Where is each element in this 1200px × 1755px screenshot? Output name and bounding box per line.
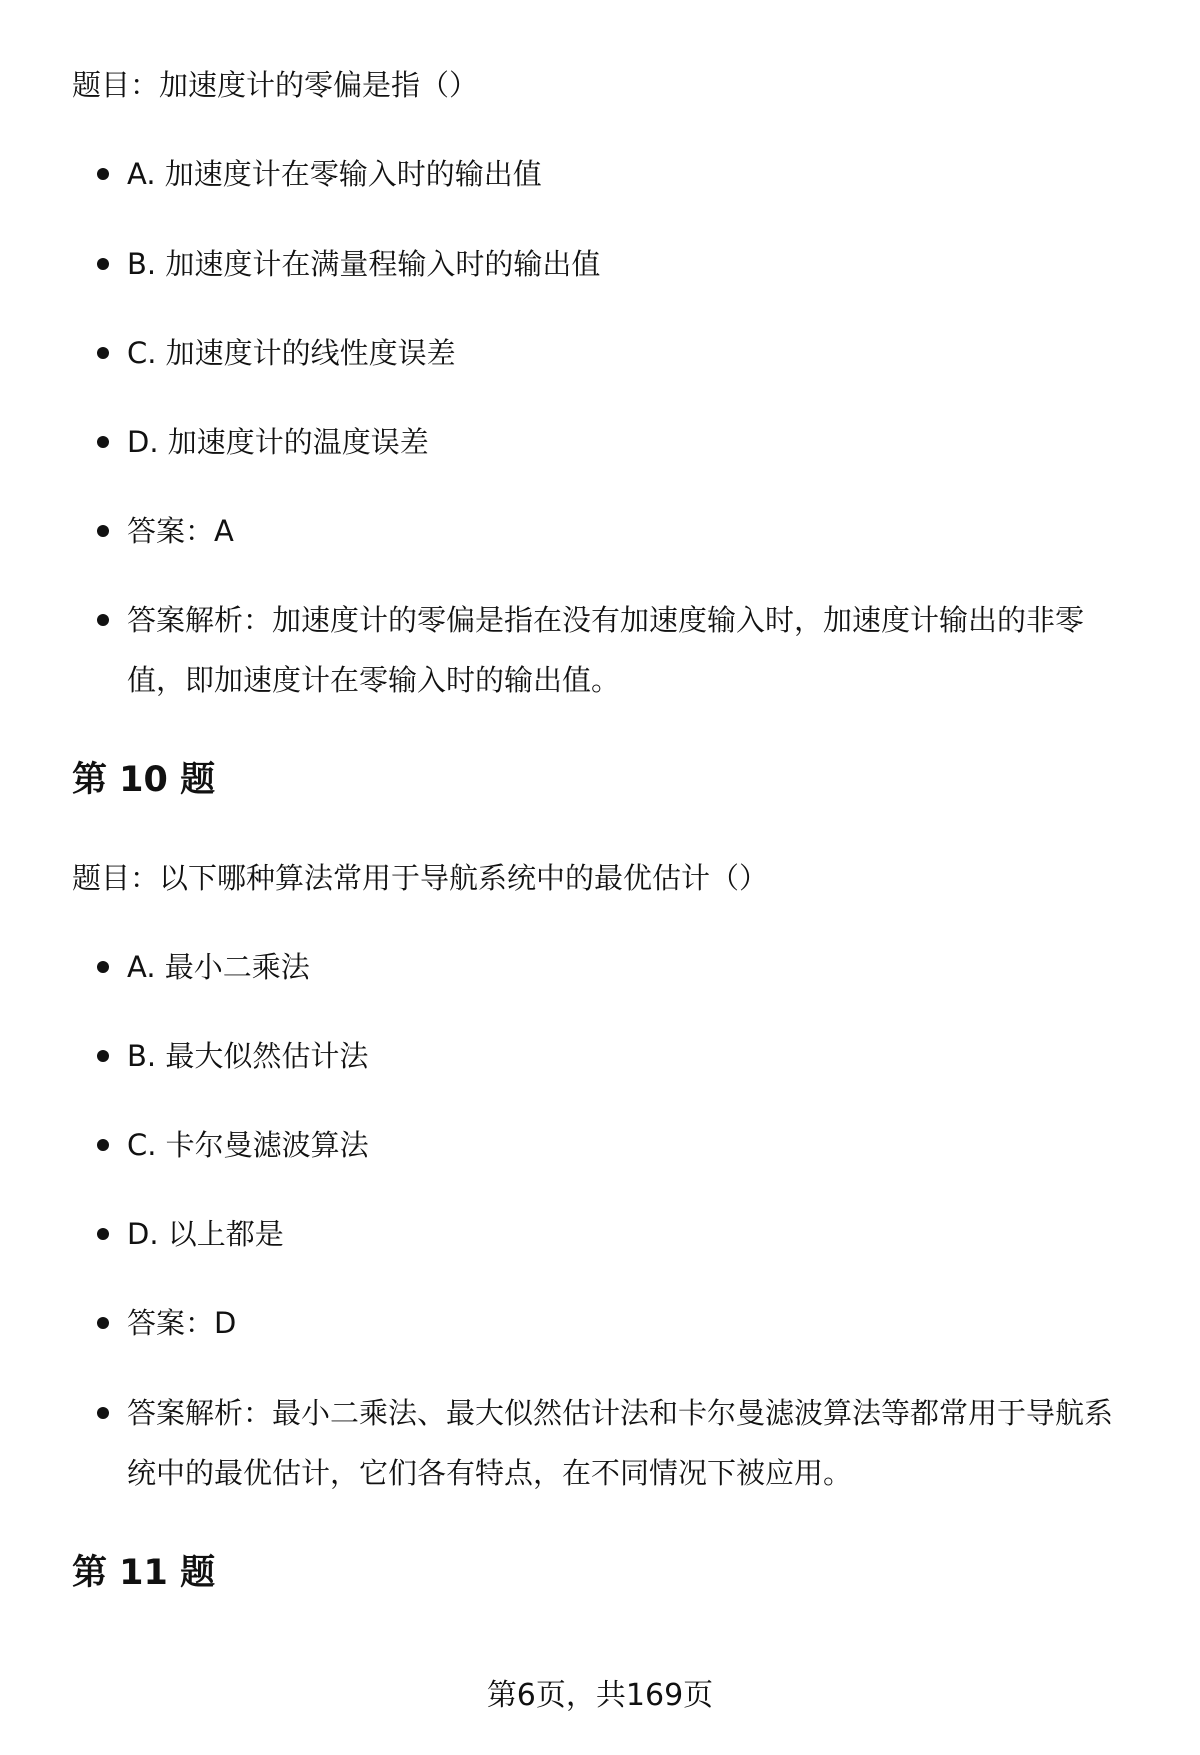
page-footer: 第6页，共169页 <box>486 1678 714 1713</box>
bullet-icon <box>97 1407 109 1419</box>
option-a <box>127 144 1137 204</box>
question-heading: 第 10 题 <box>72 760 216 800</box>
answer-item <box>127 1293 1137 1353</box>
option-label: D. 以上都是 <box>127 1217 284 1251</box>
option-label: B. 最大似然估计法 <box>127 1039 369 1073</box>
option-label: D. 加速度计的温度误差 <box>127 425 429 459</box>
option-label: C. 卡尔曼滤波算法 <box>127 1128 369 1162</box>
option-label: B. 加速度计在满量程输入时的输出值 <box>127 247 601 281</box>
bullet-icon <box>97 614 109 626</box>
option-b <box>127 234 1137 294</box>
explanation-text: 答案解析：最小二乘法、最大似然估计法和卡尔曼滤波算法等都常用于导航系统中的最优估计，它们各有特点，在不同情况下被应用。 <box>127 1396 1114 1490</box>
bullet-icon <box>97 1139 109 1151</box>
bullet-icon <box>97 436 109 448</box>
explanation-text: 答案解析：加速度计的零偏是指在没有加速度输入时，加速度计输出的非零值，即加速度计在零输入时的输出值。 <box>127 603 1085 697</box>
option-label: C. 加速度计的线性度误差 <box>127 336 456 370</box>
explanation-item <box>127 590 1137 710</box>
bullet-icon <box>97 1228 109 1240</box>
option-a <box>127 937 1137 997</box>
bullet-icon <box>97 168 109 180</box>
question-heading: 第 11 题 <box>72 1553 216 1593</box>
bullet-icon <box>97 525 109 537</box>
question-prompt: 题目：加速度计的零偏是指（） <box>72 68 479 102</box>
option-d <box>127 412 1137 472</box>
bullet-icon <box>97 258 109 270</box>
bullet-icon <box>97 347 109 359</box>
answer-text: 答案：D <box>127 1306 237 1340</box>
option-label: A. 加速度计在零输入时的输出值 <box>127 157 542 191</box>
bullet-icon <box>97 1317 109 1329</box>
option-c <box>127 1115 1137 1175</box>
explanation-item <box>127 1383 1137 1503</box>
answer-item <box>127 501 1137 561</box>
question-prompt: 题目：以下哪种算法常用于导航系统中的最优估计（） <box>72 861 769 895</box>
option-d <box>127 1204 1137 1264</box>
bullet-icon <box>97 961 109 973</box>
bullet-icon <box>97 1050 109 1062</box>
option-b <box>127 1026 1137 1086</box>
answer-text: 答案：A <box>127 514 234 548</box>
option-label: A. 最小二乘法 <box>127 950 310 984</box>
option-c <box>127 323 1137 383</box>
